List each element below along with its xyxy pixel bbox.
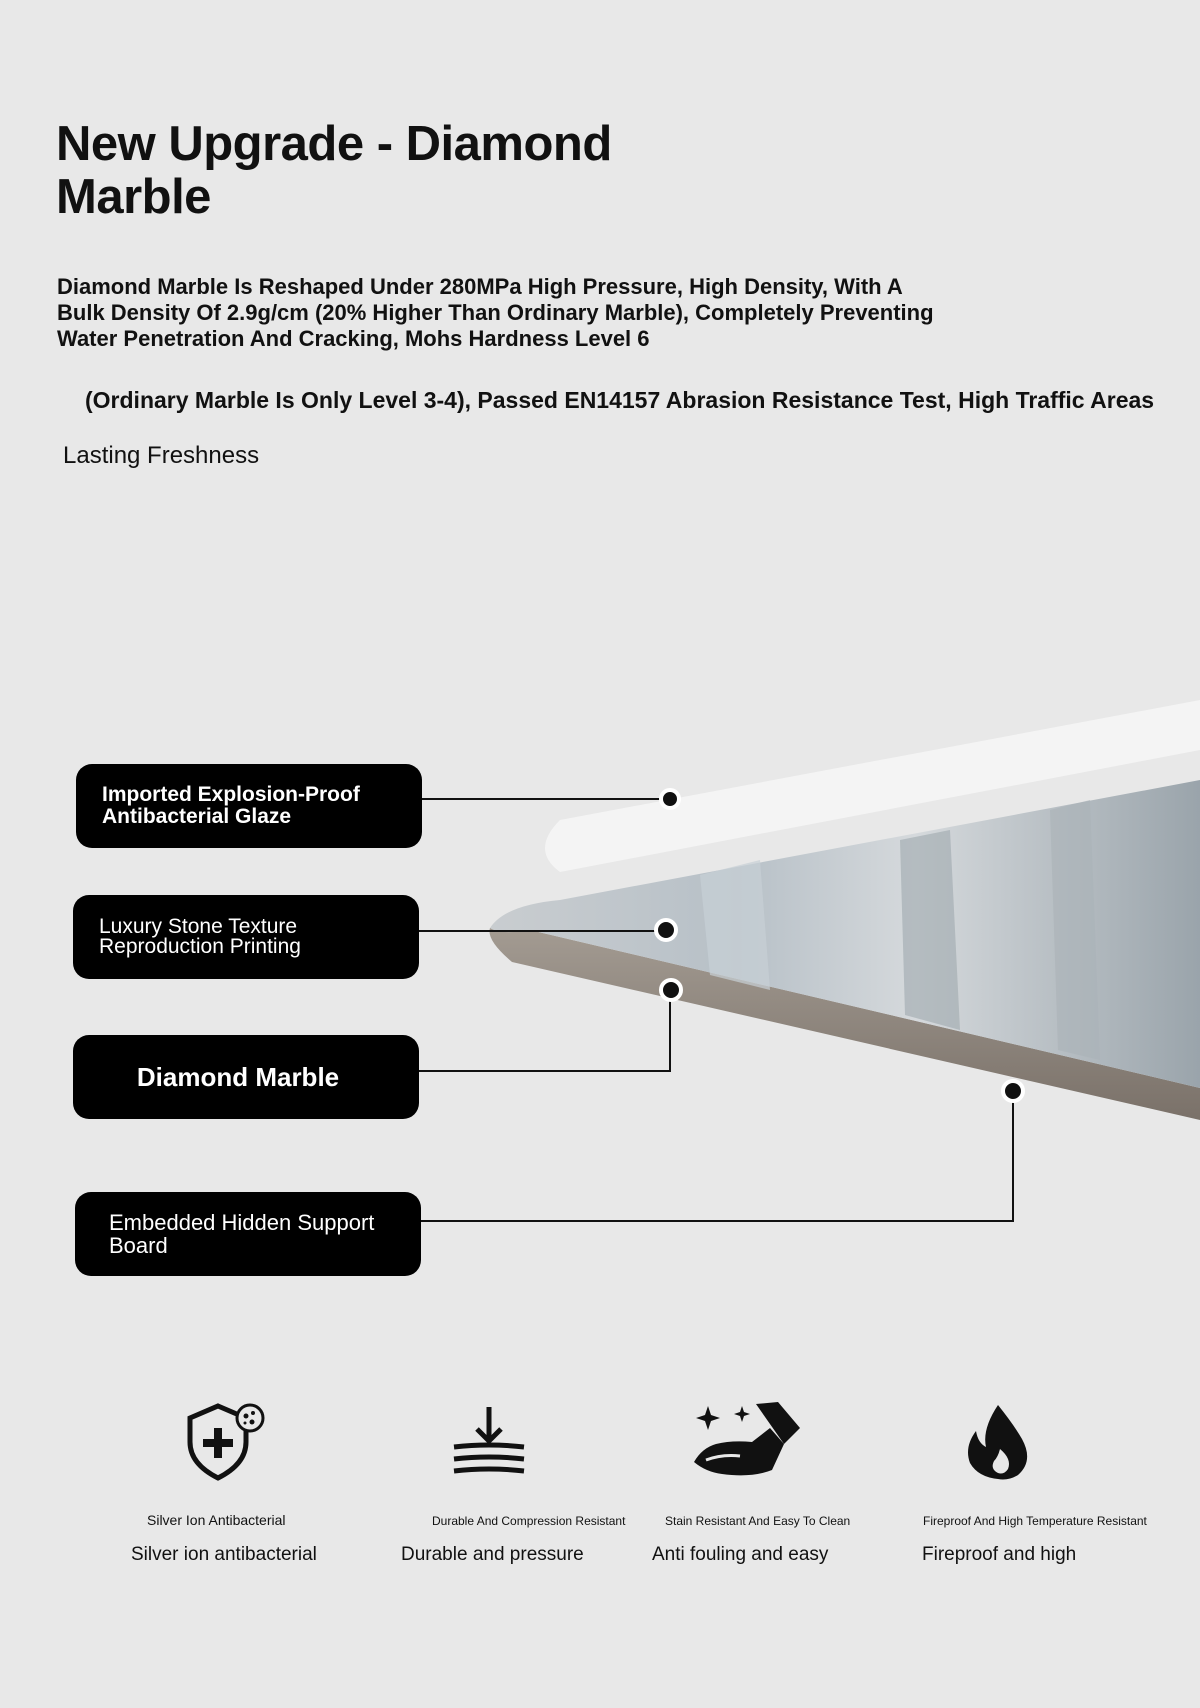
clean-hand-icon [692, 1400, 804, 1482]
feature-label: Fireproof And High Temperature Resistant [923, 1514, 1147, 1528]
shield-plus-icon [186, 1398, 270, 1484]
feature-sub: Durable and pressure [401, 1544, 584, 1565]
feature-label: Silver Ion Antibacterial [147, 1512, 286, 1528]
marble-slab-edge [489, 928, 1200, 1120]
callout-board-line1: Embedded Hidden Support [109, 1210, 375, 1235]
flame-icon [964, 1403, 1036, 1481]
callout-board-line2: Board [109, 1233, 168, 1258]
description-line-2: (Ordinary Marble Is Only Level 3-4), Passed EN14157 Abrasion Resistance Test, High Traffic Areas [85, 387, 1155, 413]
description-line-3: Lasting Freshness [63, 442, 260, 469]
compression-icon [450, 1405, 528, 1477]
callout-glaze-line2: Antibacterial Glaze [102, 805, 292, 828]
callout-glaze [76, 764, 422, 848]
glaze-layer [545, 700, 1200, 872]
marble-slab-top [490, 780, 1200, 1088]
feature-sub: Anti fouling and easy [652, 1544, 829, 1565]
callout-marble-label: Diamond Marble [136, 1061, 340, 1092]
feature-sub: Fireproof and high [922, 1544, 1077, 1565]
page-title: New Upgrade - Diamond Marble [56, 117, 612, 224]
callout-printing [73, 895, 419, 979]
callout-diamond-marble [73, 1035, 419, 1119]
callout-printing-line2: Reproduction Printing [99, 935, 301, 958]
feature-sub: Silver ion antibacterial [131, 1544, 317, 1565]
feature-label: Stain Resistant And Easy To Clean [665, 1514, 851, 1528]
callout-support-board [75, 1192, 421, 1276]
description: Diamond Marble Is Reshaped Under 280MPa High Pressure, High Density, With A Bulk Density Of 2.9g/cm (20% Higher Than Ordinary Marble), Completely Preventing Water Penetration And Cracking, Mohs Hardness Level 6 [57, 274, 934, 351]
callout-glaze-line1: Imported Explosion-Proof [102, 783, 360, 806]
feature-label: Durable And Compression Resistant [432, 1514, 626, 1528]
callout-printing-line1: Luxury Stone Texture [99, 915, 298, 938]
